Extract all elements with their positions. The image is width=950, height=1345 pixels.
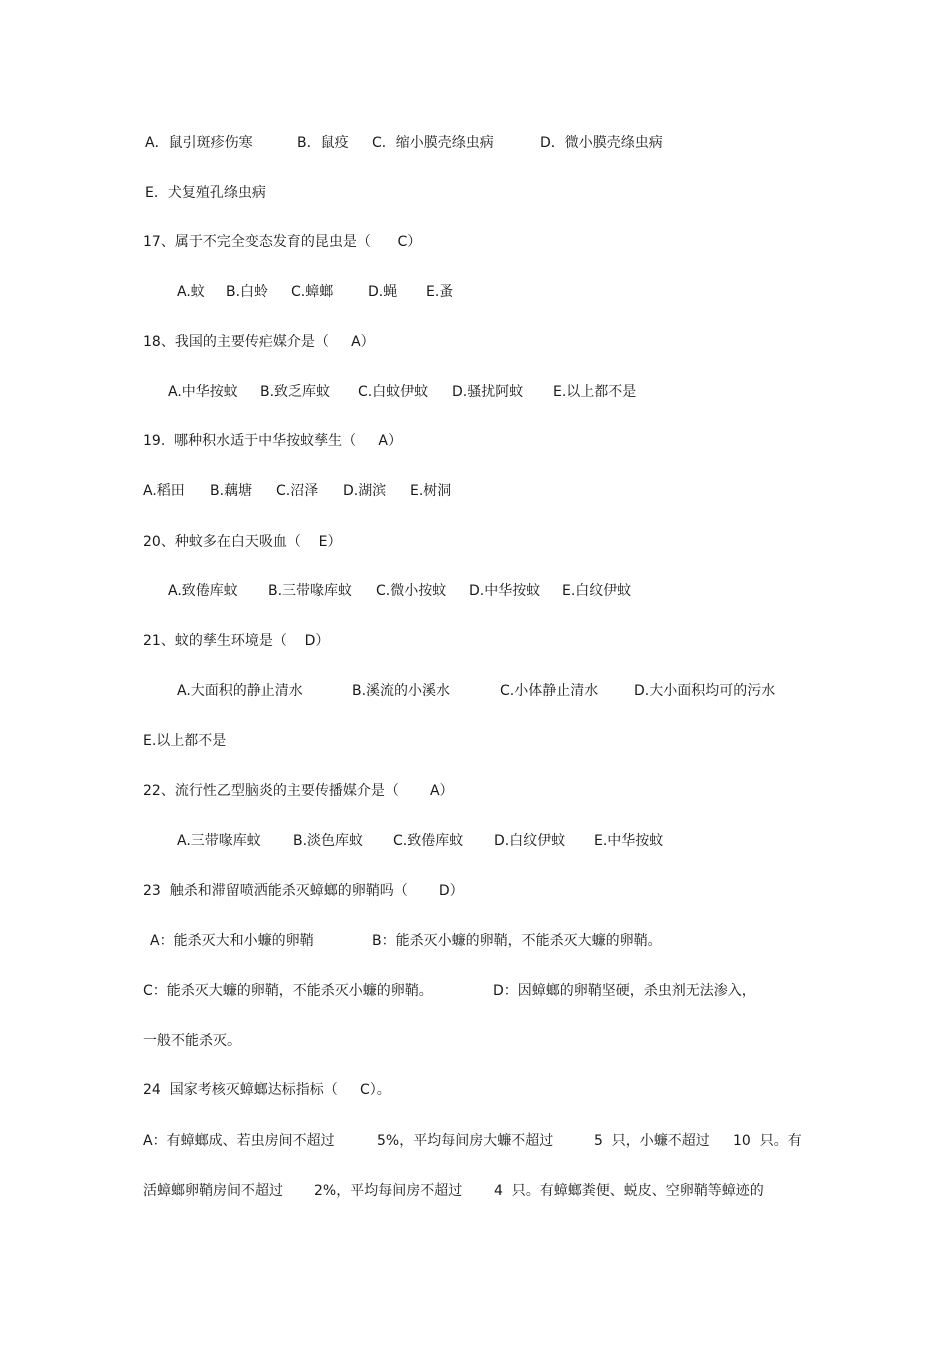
- option-d: D．微小膜壳绦虫病: [540, 135, 663, 151]
- option-d: D.白纹伊蚊: [494, 833, 566, 849]
- option-e: E.以上都不是: [553, 384, 637, 400]
- option-b: B.溪流的小溪水: [352, 683, 451, 699]
- options-line-16: [0, 131, 663, 155]
- option-d: D：因蟑螂的卵鞘坚硬，杀虫剂无法渗入，: [493, 983, 756, 999]
- options-24-a: [0, 1129, 802, 1153]
- option-c: C.蟑螂: [291, 284, 334, 300]
- question-text: 23 触杀和滞留喷洒能杀灭蟑螂的卵鞘吗（ D）: [143, 883, 464, 899]
- option-d: D.蝇: [368, 284, 398, 300]
- question-21: [0, 629, 330, 653]
- option-e: E.中华按蚊: [594, 833, 664, 849]
- option-a-part-5: 活蟑螂卵鞘房间不超过: [143, 1183, 283, 1199]
- options-23-continued: [0, 1029, 241, 1053]
- options-22: [0, 829, 664, 853]
- option-a: A：能杀灭大和小蠊的卵鞘: [150, 933, 314, 949]
- option-d-continued: 一般不能杀灭。: [143, 1033, 241, 1049]
- question-19: [0, 429, 402, 453]
- option-a-part-2: 5%，平均每间房大蠊不超过: [377, 1133, 554, 1149]
- option-a-part-1: A：有蟑螂成、若虫房间不超过: [143, 1133, 335, 1149]
- question-text: 19. 哪种积水适于中华按蚊孳生（ A）: [143, 433, 402, 449]
- options-23-cd: [0, 979, 756, 1003]
- option-e: E.白纹伊蚊: [562, 583, 632, 599]
- options-line-16-continued: [0, 181, 266, 205]
- option-b: B.藕塘: [210, 483, 253, 499]
- option-b: B.白蛉: [226, 284, 269, 300]
- options-19: [0, 479, 452, 503]
- option-c: C.致倦库蚊: [393, 833, 464, 849]
- option-d: D.中华按蚊: [469, 583, 541, 599]
- question-text: 22、流行性乙型脑炎的主要传播媒介是（ A）: [143, 783, 454, 799]
- option-c: C.白蚊伊蚊: [358, 384, 429, 400]
- option-c: C.微小按蚊: [376, 583, 447, 599]
- question-text: 17、属于不完全变态发育的昆虫是（ C）: [143, 234, 422, 250]
- question-23: [0, 879, 464, 903]
- option-b: B：能杀灭小蠊的卵鞘，不能杀灭大蠊的卵鞘。: [372, 933, 662, 949]
- options-24-a-continued: [0, 1179, 764, 1203]
- option-a: A.稻田: [143, 483, 185, 499]
- option-d: D.湖滨: [343, 483, 387, 499]
- option-a: A.三带喙库蚊: [177, 833, 261, 849]
- option-b: B.三带喙库蚊: [268, 583, 353, 599]
- question-24: [0, 1078, 391, 1102]
- question-20: [0, 530, 342, 554]
- options-17: [0, 280, 454, 304]
- options-18: [0, 380, 637, 404]
- option-a: A.中华按蚊: [168, 384, 238, 400]
- option-a-part-3: 5 只，小蠊不超过: [594, 1133, 710, 1149]
- option-b: B.淡色库蚊: [293, 833, 364, 849]
- option-c: C.小体静止清水: [500, 683, 599, 699]
- question-text: 18、我国的主要传疟媒介是（ A）: [143, 334, 375, 350]
- option-c: C.沼泽: [276, 483, 319, 499]
- options-21: [0, 679, 776, 703]
- option-d: D.大小面积均可的污水: [634, 683, 776, 699]
- option-e: E.树洞: [410, 483, 452, 499]
- option-c: C：能杀灭大蠊的卵鞘，不能杀灭小蠊的卵鞘。: [143, 983, 433, 999]
- option-a-part-7: 4 只。有蟑螂粪便、蜕皮、空卵鞘等蟑迹的: [494, 1183, 764, 1199]
- option-a: A．鼠引斑疹伤寒: [145, 135, 253, 151]
- option-b: B.致乏库蚊: [260, 384, 331, 400]
- option-c: C．缩小膜壳绦虫病: [372, 135, 494, 151]
- question-text: 21、蚊的孳生环境是（ D）: [143, 633, 330, 649]
- option-e: E.以上都不是: [143, 733, 227, 749]
- options-23-ab: [0, 929, 662, 953]
- option-a: A.大面积的静止清水: [177, 683, 303, 699]
- question-17: [0, 230, 422, 254]
- option-d: D.骚扰阿蚊: [452, 384, 524, 400]
- option-a: A.致倦库蚊: [168, 583, 238, 599]
- question-text: 20、种蚊多在白天吸血（ E）: [143, 534, 342, 550]
- question-text: 24 国家考核灭蟑螂达标指标（ C）。: [143, 1082, 391, 1098]
- option-e: E．犬复殖孔绦虫病: [145, 185, 266, 201]
- question-22: [0, 779, 454, 803]
- option-e: E.蚤: [426, 284, 454, 300]
- option-a-part-4: 10 只。有: [733, 1133, 802, 1149]
- question-18: [0, 330, 375, 354]
- option-a-part-6: 2%，平均每间房不超过: [314, 1183, 463, 1199]
- option-b: B．鼠疫: [297, 135, 349, 151]
- options-21-continued: [0, 729, 227, 753]
- options-20: [0, 579, 632, 603]
- option-a: A.蚊: [177, 284, 205, 300]
